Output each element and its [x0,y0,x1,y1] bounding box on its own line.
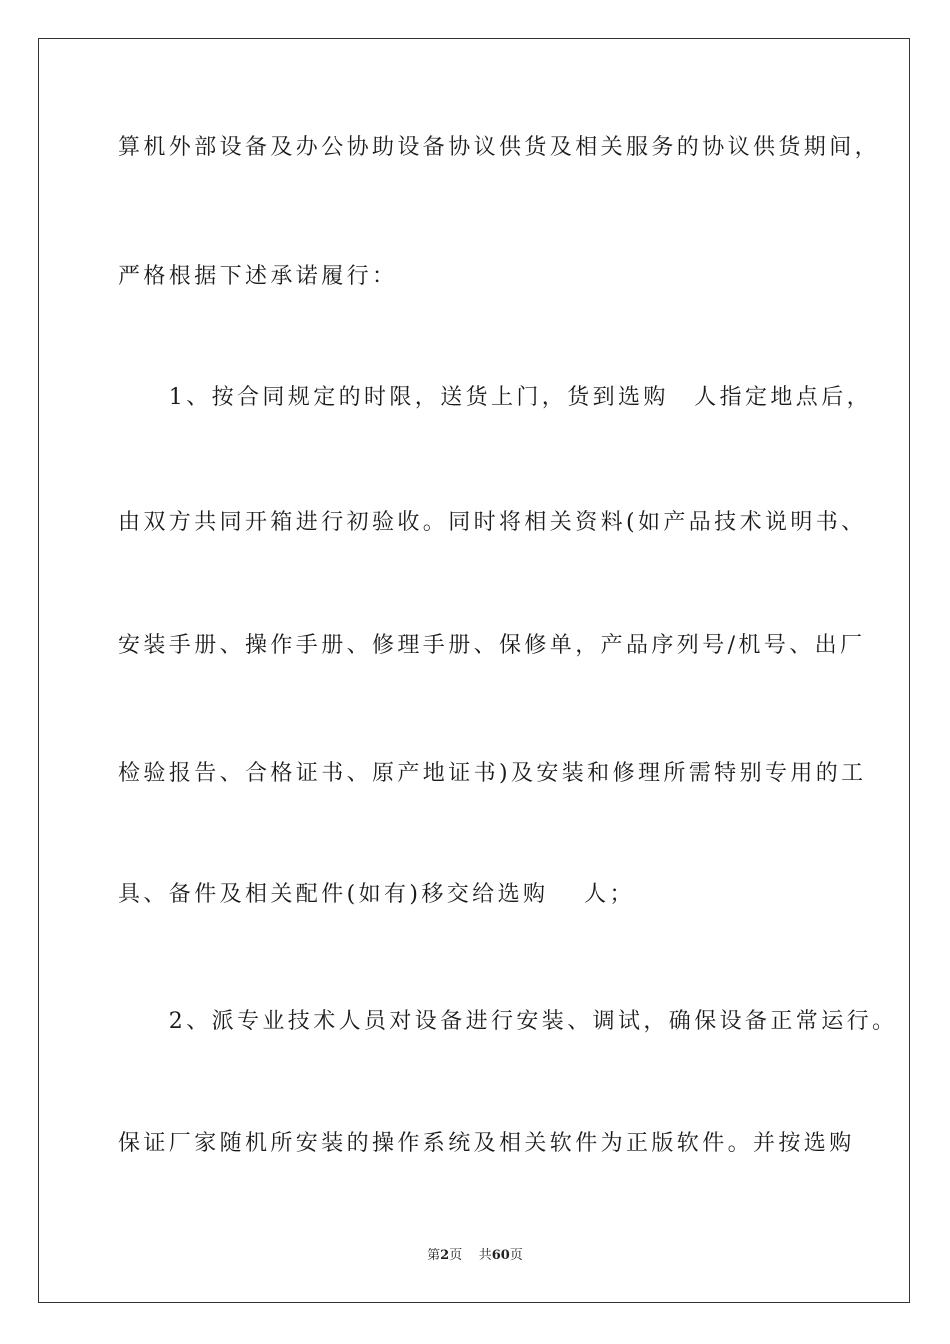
body-text-line-7: 具、备件及相关配件(如有)移交给选购 人； [118,882,635,907]
body-text-line-4: 由双方共同开箱进行初验收。同时将相关资料(如产品技术说明书、 [118,510,867,535]
body-text-line-6: 检验报告、合格证书、原产地证书)及安装和修理所需特别专用的工 [118,761,867,786]
body-text-line-5: 安装手册、操作手册、修理手册、保修单，产品序列号/机号、出厂 [118,633,866,658]
total-prefix: 共 [478,1248,492,1263]
body-text-line-1: 算机外部设备及办公协助设备协议供货及相关服务的协议供货期间， [118,135,881,160]
body-text-line-9: 保证厂家随机所安装的操作系统及相关软件为正版软件。并按选购 [118,1131,855,1156]
page-suffix: 页 [449,1248,463,1263]
body-text-line-8: 2、派专业技术人员对设备进行安装、调试，确保设备正常运行。 [118,1009,898,1034]
body-text-line-3: 1、按合同规定的时限，送货上门，货到选购 人指定地点后， [118,385,872,410]
page-prefix: 第 [427,1248,441,1263]
page-footer [0,1247,950,1265]
body-text-line-2: 严格根据下述承诺履行： [118,264,398,289]
page-number: 2 [440,1248,450,1263]
total-suffix: 页 [509,1248,523,1263]
page-border [38,38,910,1303]
total-pages: 60 [491,1248,510,1263]
